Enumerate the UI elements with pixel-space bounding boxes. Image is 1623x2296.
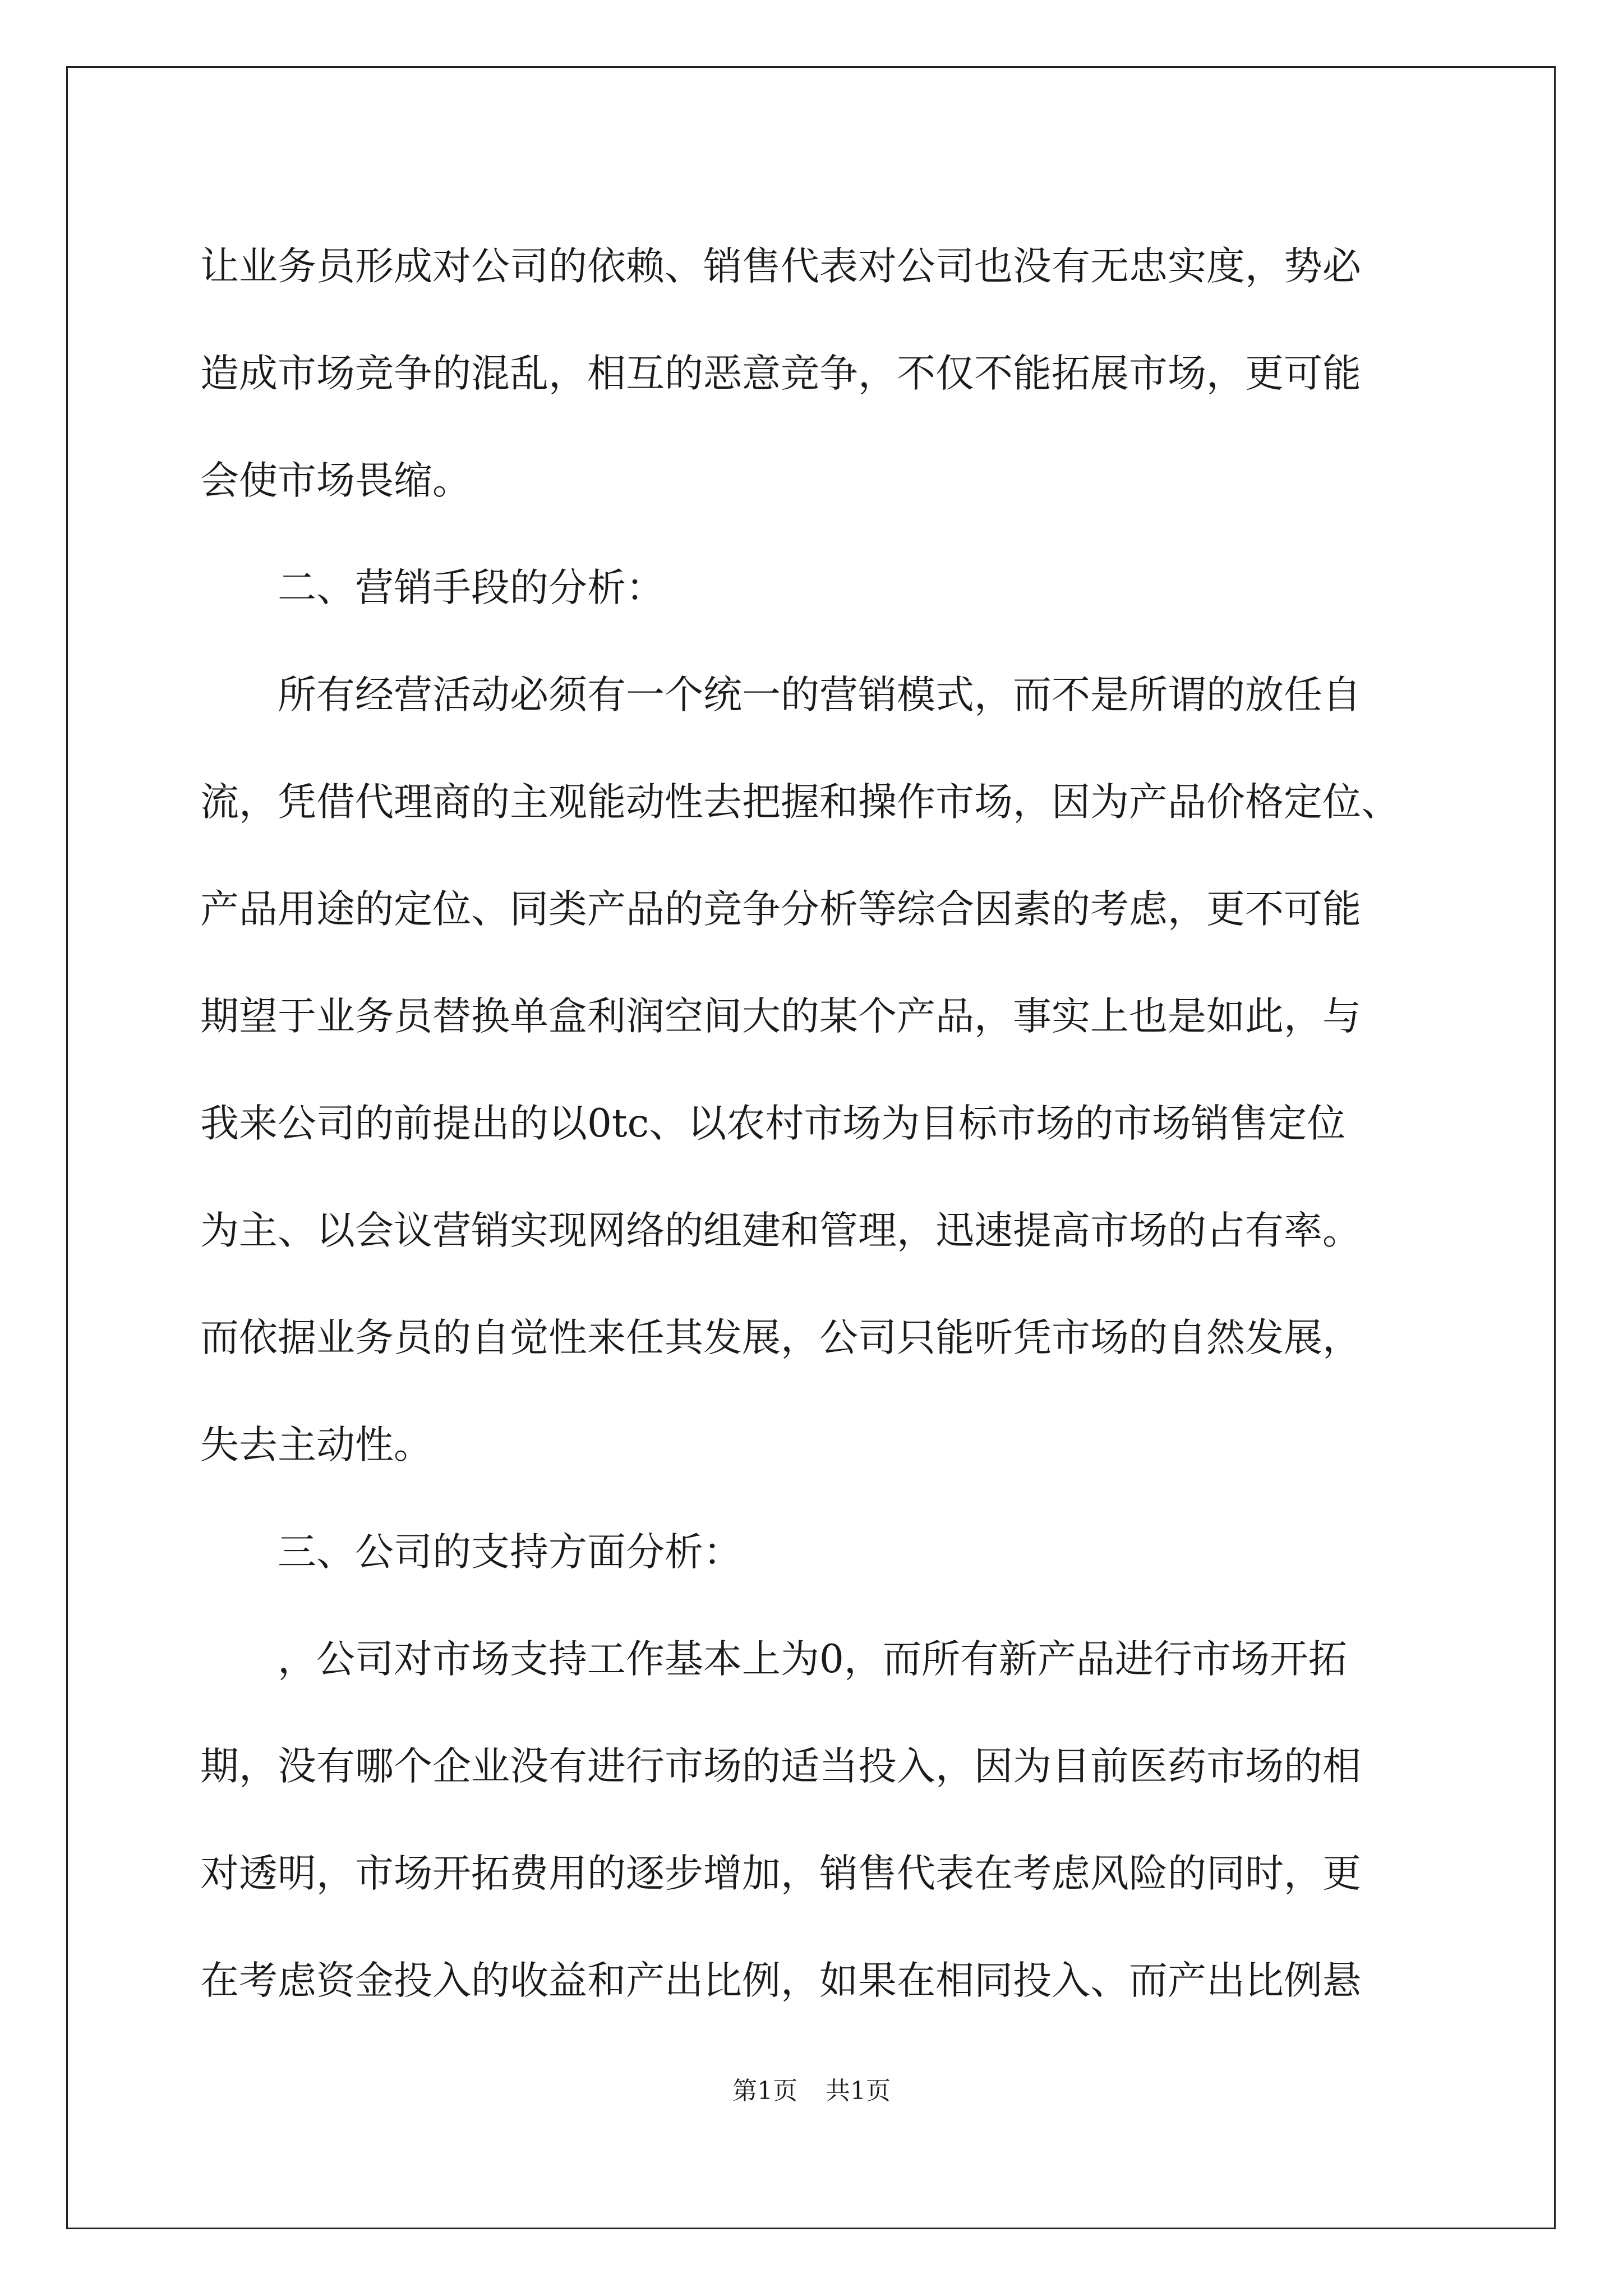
text-line: 我来公司的前提出的以0tc、以农村市场为目标市场的市场销售定位	[200, 1101, 1346, 1146]
text-line: 期望于业务员替换单盒利润空间大的某个产品，事实上也是如此，与	[200, 994, 1361, 1039]
page-number: 第1页	[732, 2077, 797, 2105]
text-line: 所有经营活动必须有一个统一的营销模式，而不是所谓的放任自	[200, 673, 1361, 717]
text-line: 在考虑资金投入的收益和产出比例，如果在相同投入、而产出比例悬	[200, 1958, 1361, 2003]
text-line: 造成市场竞争的混乱，相互的恶意竞争，不仅不能拓展市场，更可能	[200, 351, 1361, 396]
page-footer	[0, 2074, 1623, 2108]
section-heading: 三、公司的支持方面分析：	[200, 1530, 742, 1575]
text-line: ，公司对市场支持工作基本上为0，而所有新产品进行市场开拓	[200, 1637, 1347, 1682]
page-total: 共1页	[826, 2077, 891, 2105]
text-line: 失去主动性。	[200, 1423, 432, 1467]
text-line: 会使市场畏缩。	[200, 458, 471, 503]
section-heading: 二、营销手段的分析：	[200, 565, 665, 610]
text-line: 让业务员形成对公司的依赖、销售代表对公司也没有无忠实度，势必	[200, 244, 1361, 289]
text-line: 期，没有哪个企业没有进行市场的适当投入，因为目前医药市场的相	[200, 1744, 1361, 1789]
document-body	[200, 213, 1428, 2035]
text-line: 对透明，市场开拓费用的逐步增加，销售代表在考虑风险的同时，更	[200, 1851, 1361, 1896]
text-line: 而依据业务员的自觉性来任其发展，公司只能听凭市场的自然发展，	[200, 1315, 1361, 1360]
text-line: 为主、以会议营销实现网络的组建和管理，迅速提高市场的占有率。	[200, 1208, 1361, 1253]
text-line: 流，凭借代理商的主观能动性去把握和操作市场，因为产品价格定位、	[200, 780, 1400, 825]
text-line: 产品用途的定位、同类产品的竞争分析等综合因素的考虑，更不可能	[200, 887, 1361, 932]
